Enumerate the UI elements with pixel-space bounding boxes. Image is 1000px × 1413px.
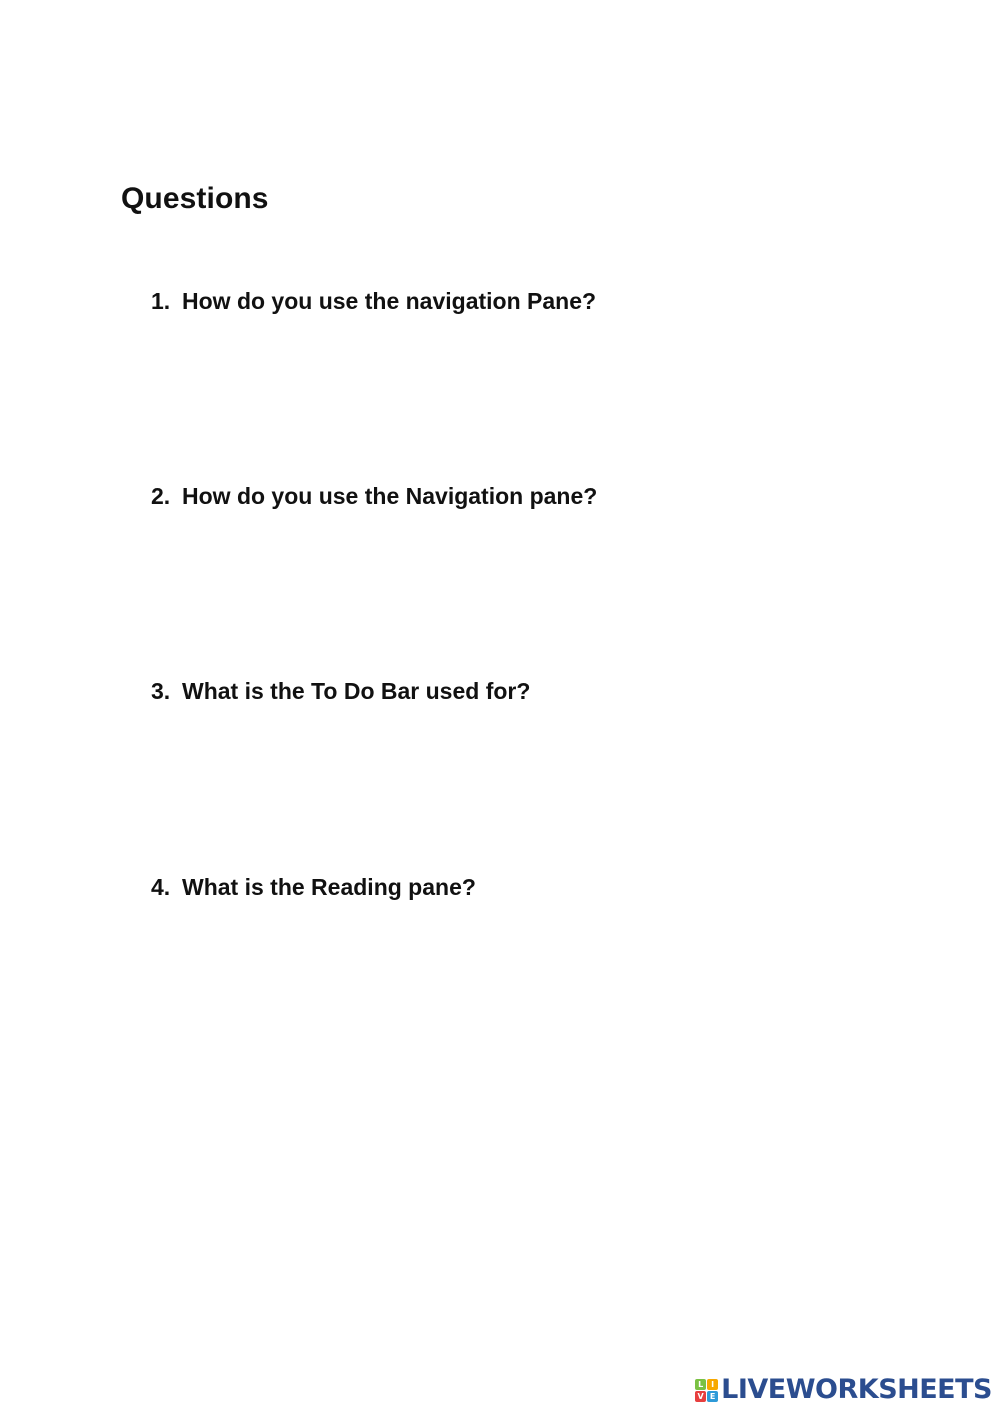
question-2 (151, 481, 597, 511)
question-4 (151, 872, 476, 902)
question-3 (151, 676, 530, 706)
liveworksheets-logo-icon (695, 1379, 718, 1402)
question-number: 1. (151, 288, 171, 314)
question-text: How do you use the Navigation pane? (182, 483, 598, 509)
question-text: What is the Reading pane? (182, 874, 476, 900)
logo-letter-e: E (707, 1391, 718, 1402)
logo-letter-i: I (707, 1379, 718, 1390)
logo-letter-l: L (695, 1379, 706, 1390)
question-number: 3. (151, 678, 171, 704)
question-1 (151, 286, 596, 316)
question-text: How do you use the navigation Pane? (182, 288, 597, 314)
page-title: Questions (121, 182, 269, 215)
liveworksheets-branding (695, 1375, 992, 1405)
logo-letter-v: V (695, 1391, 706, 1402)
question-number: 4. (151, 874, 171, 900)
question-text: What is the To Do Bar used for? (182, 678, 531, 704)
question-number: 2. (151, 483, 171, 509)
liveworksheets-wordmark: LIVEWORKSHEETS (721, 1374, 992, 1405)
